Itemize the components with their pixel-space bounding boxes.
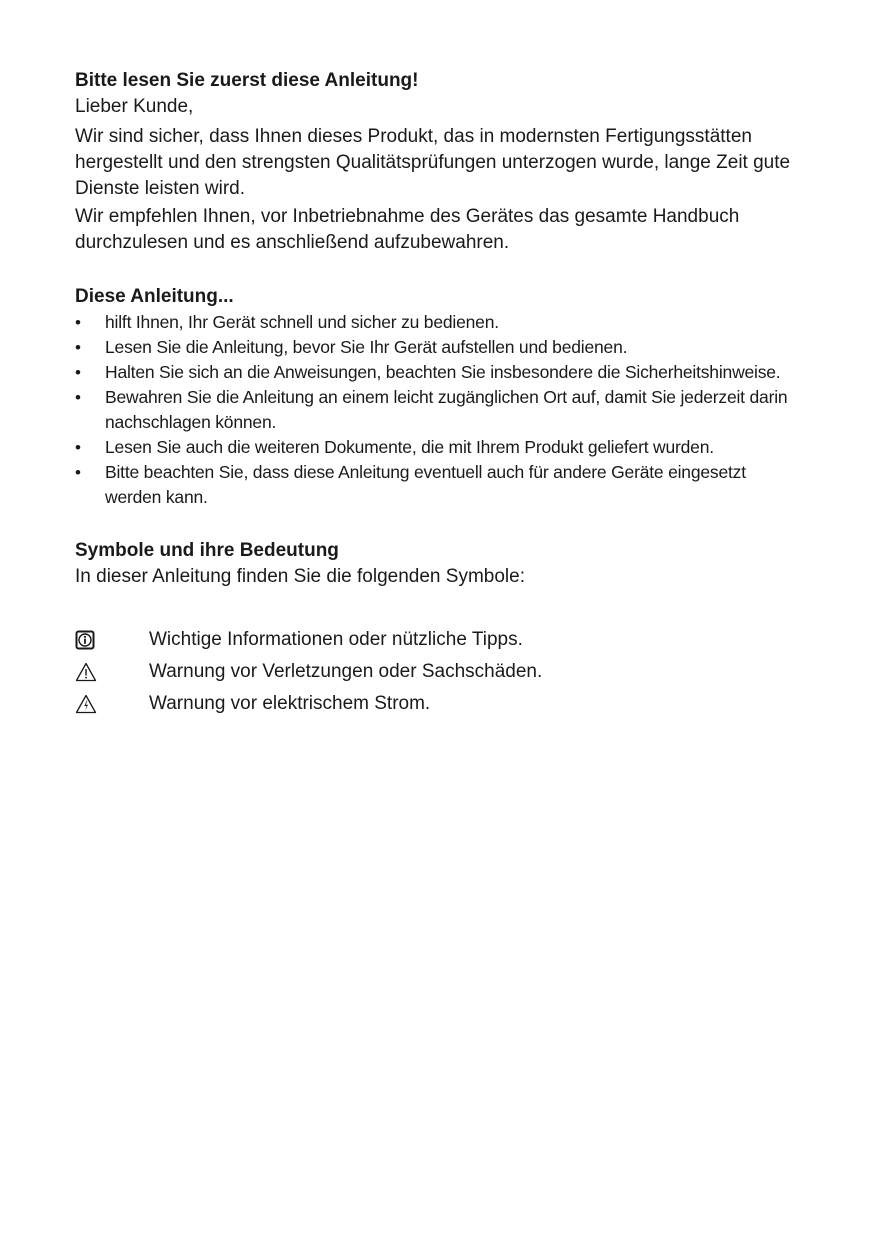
symbol-text-electric: Warnung vor elektrischem Strom. (149, 693, 431, 714)
list-item: • hilft Ihnen, Ihr Gerät schnell und sicher zu bedienen. (75, 310, 805, 335)
symbol-text-warning: Warnung vor Verletzungen oder Sachschäden. (149, 661, 543, 682)
bullet-icon: • (75, 338, 81, 357)
warning-icon (75, 659, 149, 685)
intro-paragraph-1: Wir sind sicher, dass Ihnen dieses Produkt, das in modernsten Fertigungsstätten hergestellt und den strengsten Qualitätsprüfungen unterzogen wurde, lange Zeit gute Dienste leisten wird. (75, 126, 791, 199)
salutation: Lieber Kunde, (75, 96, 194, 117)
bullet-icon: • (75, 363, 81, 382)
symbol-row-electric (75, 688, 805, 720)
symbol-text-info: Wichtige Informationen oder nützliche Tipps. (149, 629, 523, 650)
symbols-heading: Symbole und ihre Bedeutung (75, 540, 339, 561)
manual-page (75, 68, 805, 720)
list-item: • Halten Sie sich an die Anweisungen, beachten Sie insbesondere die Sicherheitshinweise. (75, 360, 805, 385)
symbols-list (75, 624, 805, 720)
list-item: • Lesen Sie auch die weiteren Dokumente, die mit Ihrem Produkt geliefert wurden. (75, 435, 805, 460)
symbol-row-warning (75, 656, 805, 688)
bullet-icon: • (75, 388, 81, 407)
bullet-icon: • (75, 438, 81, 457)
symbol-row-info (75, 624, 805, 656)
intro-paragraph-2: Wir empfehlen Ihnen, vor Inbetriebnahme des Gerätes das gesamte Handbuch durchzulesen und es anschließend aufzubewahren. (75, 206, 740, 253)
electric-warning-icon (75, 691, 149, 717)
intro-title: Bitte lesen Sie zuerst diese Anleitung! (75, 70, 419, 91)
manual-heading: Diese Anleitung... (75, 286, 234, 307)
list-item: • Bitte beachten Sie, dass diese Anleitung eventuell auch für andere Geräte eingesetzt werden kann. (75, 462, 746, 507)
bullet-icon: • (75, 313, 81, 332)
bullet-icon: • (75, 463, 81, 482)
symbols-intro: In dieser Anleitung finden Sie die folgenden Symbole: (75, 566, 525, 587)
list-item: • Lesen Sie die Anleitung, bevor Sie Ihr Gerät aufstellen und bedienen. (75, 335, 805, 360)
list-item: • Bewahren Sie die Anleitung an einem leicht zugänglichen Ort auf, damit Sie jederzeit darin nachschlagen können. (75, 387, 788, 432)
manual-bullet-list (75, 310, 805, 510)
info-icon (75, 627, 149, 653)
